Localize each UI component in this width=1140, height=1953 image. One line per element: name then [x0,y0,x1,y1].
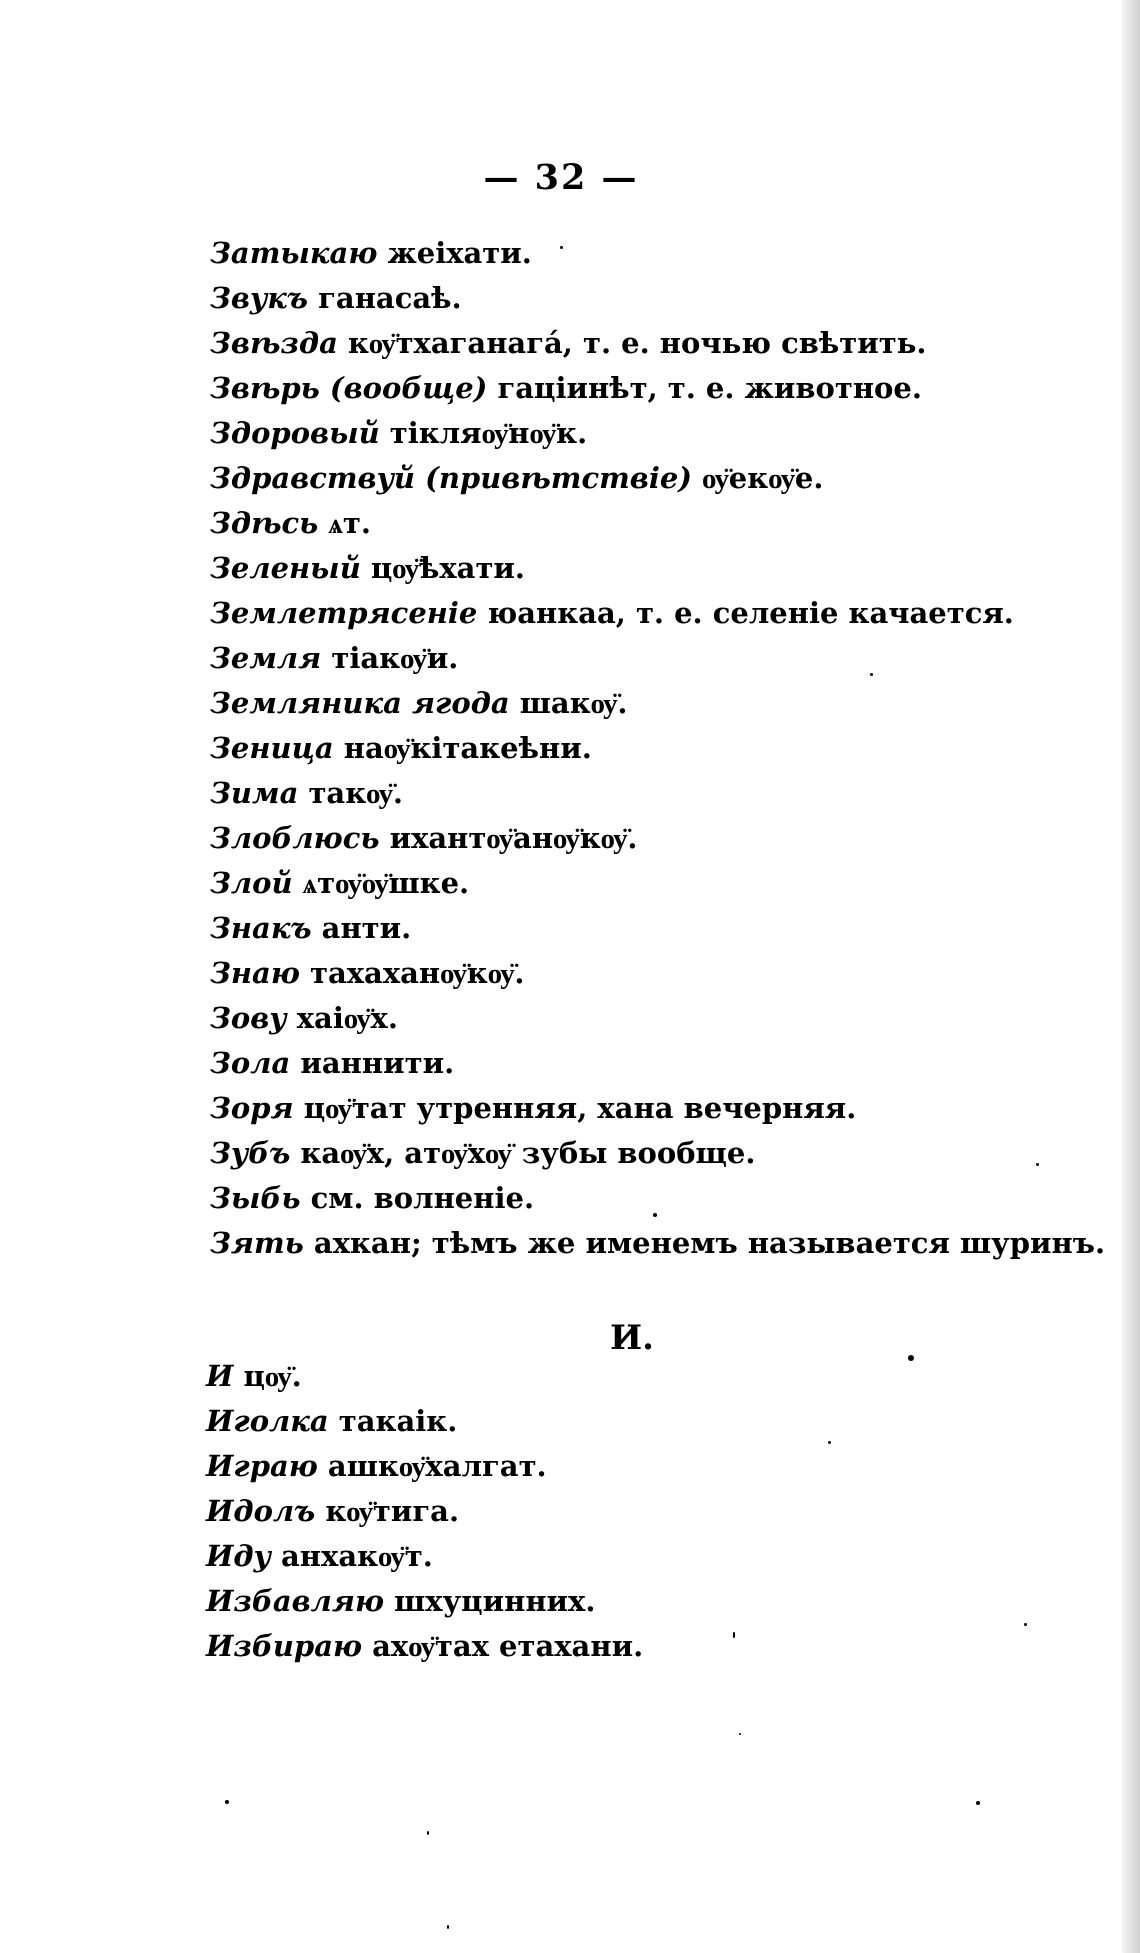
translation: ѧт. [318,506,371,540]
translation: хаіѹ̈х. [286,1001,398,1035]
headword: И [206,1359,234,1393]
headword: Зима [210,776,299,810]
dictionary-entry [210,501,1090,546]
section-letter: И. [610,1318,654,1358]
dictionary-entry [210,1086,1090,1131]
headword: Знакъ [210,911,312,945]
dictionary-entry [210,546,1090,591]
speck [739,1733,741,1735]
translation: кѹ̈тига. [315,1494,460,1528]
headword: Иголка [206,1404,329,1438]
headword: Земляника ягода [210,686,510,720]
dictionary-entry [210,231,1090,276]
dictionary-entry [206,1624,1086,1669]
dictionary-entry [210,681,1090,726]
translation: гаціинѣт, т. е. животное. [487,371,922,405]
dictionary-entry [206,1579,1086,1624]
translation: жеіхати. [377,236,532,270]
dictionary-entry [206,1444,1086,1489]
entries-i [206,1354,1086,1669]
dictionary-entry [210,771,1090,816]
translation: ѧтѹ̈ѹ̈шке. [292,866,470,900]
dictionary-entry [206,1399,1086,1444]
translation: ахкан; тѣмъ же именемъ называется шуринъ. [303,1226,1106,1260]
dictionary-entry [210,1041,1090,1086]
translation: анхакѹ̈т. [270,1539,433,1573]
translation: анти. [311,911,412,945]
speck [225,1800,229,1804]
translation: тіакѹ̈и. [321,641,459,675]
translation: цѹ̈тат утренняя, хана вечерняя. [293,1091,857,1125]
dictionary-entry [210,951,1090,996]
headword: Зыбь [210,1181,301,1215]
translation: цѹ̈. [233,1359,302,1393]
headword: Зубъ [210,1136,291,1170]
translation: шакѹ̈. [509,686,628,720]
translation: ашкѹ̈халгат. [317,1449,547,1483]
translation: такѹ̈. [298,776,403,810]
dictionary-entry [210,366,1090,411]
translation: цѹ̈ѣхати. [360,551,526,585]
translation: такаік. [328,1404,458,1438]
headword: Иду [206,1539,271,1573]
translation: ганасаѣ. [308,281,462,315]
dictionary-entry [210,276,1090,321]
headword: Зоря [210,1091,294,1125]
headword: Злоблюсь [210,821,380,855]
entries-z [210,231,1106,1266]
translation: ихантѹ̈анѹ̈кѹ̈. [379,821,638,855]
headword: Здравствуй (привѣтствіе) [210,461,693,495]
speck [976,1801,980,1805]
headword: Звукъ [210,281,309,315]
translation: см. волненіе. [300,1181,535,1215]
speck [427,1831,429,1835]
headword: Зеница [210,731,334,765]
speck [733,1632,735,1638]
headword: Избавляю [206,1584,385,1618]
translation: каѹ̈х, атѹ̈хѹ̈ зубы вообще. [290,1136,756,1170]
dictionary-entry [210,321,1090,366]
speck [653,1213,657,1217]
speck [1036,1163,1039,1166]
page-edge [1122,0,1140,1953]
translation: ахѹ̈тах етахани. [362,1629,644,1663]
dictionary-entry [210,411,1090,456]
speck [828,1441,831,1444]
page-number: — 32 — [483,157,639,198]
headword: Землетрясеніе [210,596,478,630]
translation: кѹ̈тхаганага́, т. е. ночью свѣтить. [337,326,927,360]
dictionary-entry [210,816,1090,861]
translation: ѹ̈екѹ̈е. [692,461,824,495]
dictionary-entry [210,996,1090,1041]
dictionary-entry [206,1489,1086,1534]
translation: тахаханѹ̈кѹ̈. [299,956,525,990]
dictionary-entry [210,1131,1090,1176]
speck [447,1925,449,1929]
dictionary-entry [210,861,1090,906]
dictionary-entry [210,906,1090,951]
dictionary-entry [206,1354,1086,1399]
translation: шхуцинних. [384,1584,596,1618]
headword: Знаю [210,956,300,990]
headword: Идолъ [206,1494,316,1528]
speck [908,1355,914,1361]
dictionary-entry [210,1176,1090,1221]
dictionary-entry [210,591,1090,636]
dictionary-entry [210,636,1090,681]
headword: Здѣсь [210,506,319,540]
headword: Избираю [206,1629,363,1663]
translation: ианнити. [290,1046,455,1080]
headword: Играю [206,1449,318,1483]
headword: Зола [210,1046,291,1080]
headword: Затыкаю [210,236,378,270]
headword: Злой [210,866,293,900]
headword: Зять [210,1226,304,1260]
headword: Зову [210,1001,287,1035]
speck [870,673,873,676]
dictionary-entry [210,1221,1106,1266]
headword: Земля [210,641,322,675]
dictionary-entry [210,726,1090,771]
translation: тікляѹ̈нѹ̈к. [379,416,588,450]
translation: юанкаа, т. е. селеніе качается. [477,596,1014,630]
headword: Звѣрь (вообще) [210,371,488,405]
dictionary-entry [210,456,1090,501]
headword: Здоровый [210,416,380,450]
speck [560,246,563,249]
translation: наѹ̈кітакеѣни. [333,731,592,765]
headword: Зеленый [210,551,361,585]
dictionary-entry [206,1534,1086,1579]
headword: Звѣзда [210,326,338,360]
speck [1024,1623,1027,1626]
